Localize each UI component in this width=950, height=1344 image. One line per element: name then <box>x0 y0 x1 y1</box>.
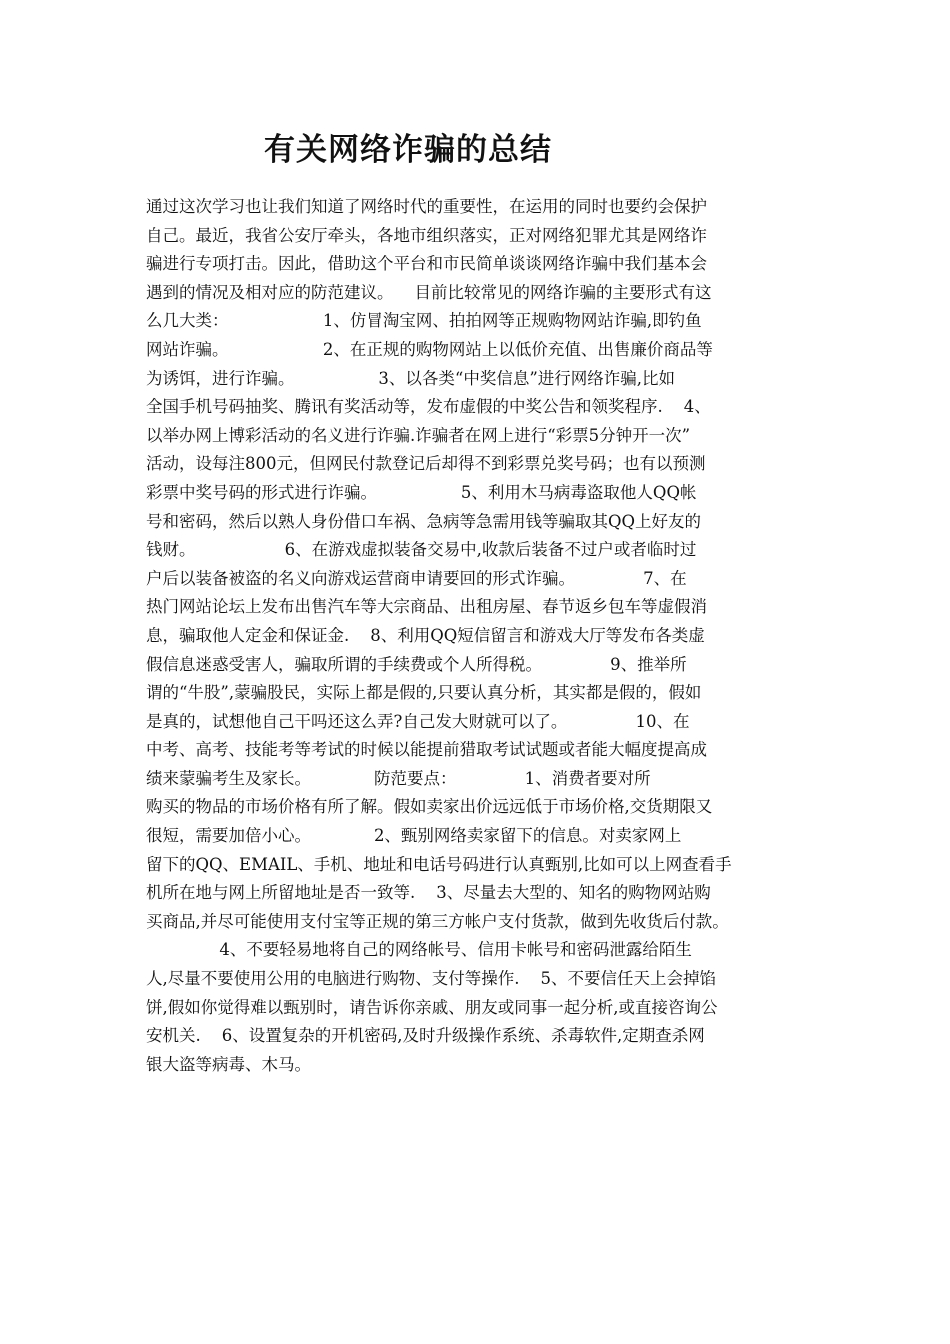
body-line: 安机关. 6、设置复杂的开机密码,及时升级操作系统、杀毒软件,定期查杀网 <box>146 1026 705 1046</box>
body-line: 4、不要轻易地将自己的网络帐号、信用卡帐号和密码泄露给陌生 <box>146 940 692 960</box>
body-line: 骗进行专项打击。因此，借助这个平台和市民简单谈谈网络诈骗中我们基本会 <box>146 254 707 274</box>
body-line: 绩来蒙骗考生及家长。 防范要点： 1、消费者要对所 <box>146 768 651 788</box>
body-line: 为诱饵，进行诈骗。 3、以各类“中奖信息”进行网络诈骗,比如 <box>146 368 676 388</box>
body-line: 银大盗等病毒、木马。 <box>146 1054 311 1074</box>
body-line: 遇到的情况及相对应的防范建议。 目前比较常见的网络诈骗的主要形式有这 <box>146 282 712 302</box>
body-line: 谓的“牛股”,蒙骗股民，实际上都是假的,只要认真分析，其实都是假的，假如 <box>146 683 702 703</box>
body-line: 号和密码，然后以熟人身份借口车祸、急病等急需用钱等骗取其QQ上好友的 <box>146 511 702 531</box>
body-line: 活动，设每注800元，但网民付款登记后却得不到彩票兑奖号码；也有以预测 <box>146 454 706 474</box>
body-line: 很短，需要加倍小心。 2、甄别网络卖家留下的信息。对卖家网上 <box>146 826 682 846</box>
body-line: 网站诈骗。 2、在正规的购物网站上以低价充值、出售廉价商品等 <box>146 339 713 359</box>
body-line: 息，骗取他人定金和保证金. 8、利用QQ短信留言和游戏大厅等发布各类虚 <box>146 625 705 645</box>
body-line: 以举办网上博彩活动的名义进行诈骗.诈骗者在网上进行“彩票5分钟开一次” <box>146 425 691 445</box>
body-line: 热门网站论坛上发布出售汽车等大宗商品、出租房屋、春节返乡包车等虚假消 <box>146 597 707 617</box>
body-line: 全国手机号码抽奖、腾讯有奖活动等，发布虚假的中奖公告和领奖程序. 4、 <box>146 397 711 417</box>
body-line: 人,尽量不要使用公用的电脑进行购物、支付等操作. 5、不要信任天上会掉馅 <box>146 969 716 989</box>
document-title: 有关网络诈骗的总结 <box>264 132 552 168</box>
body-line: 假信息迷惑受害人，骗取所谓的手续费或个人所得税。 9、推举所 <box>146 654 687 674</box>
body-line: 彩票中奖号码的形式进行诈骗。 5、利用木马病毒盗取他人QQ帐 <box>146 482 697 502</box>
body-line: 通过这次学习也让我们知道了网络时代的重要性，在运用的同时也要约会保护 <box>146 197 707 216</box>
body-line: 自己。最近，我省公安厅牵头，各地市组织落实，正对网络犯罪尤其是网络诈 <box>146 225 707 245</box>
body-line: 么几大类： 1、仿冒淘宝网、拍拍网等正规购物网站诈骗,即钓鱼 <box>146 311 702 331</box>
body-line: 是真的，试想他自己干吗还这么弄?自己发大财就可以了。 10、在 <box>146 711 690 731</box>
body-line: 钱财。 6、在游戏虚拟装备交易中,收款后装备不过户或者临时过 <box>146 540 697 560</box>
document-body <box>146 193 826 1079</box>
body-line: 饼,假如你觉得难以甄别时，请告诉你亲戚、朋友或同事一起分析,或直接咨询公 <box>146 997 718 1017</box>
body-line: 户后以装备被盗的名义向游戏运营商申请要回的形式诈骗。 7、在 <box>146 568 687 588</box>
body-line: 买商品,并尽可能使用支付宝等正规的第三方帐户支付货款，做到先收货后付款。 <box>146 911 729 931</box>
body-line: 留下的QQ、EMAIL、手机、地址和电话号码进行认真甄别,比如可以上网查看手 <box>146 854 732 874</box>
body-line: 中考、高考、技能考等考试的时候以能提前猎取考试试题或者能大幅度提高成 <box>146 740 707 760</box>
body-line: 机所在地与网上所留地址是否一致等. 3、尽量去大型的、知名的购物网站购 <box>146 883 711 903</box>
body-line: 购买的物品的市场价格有所了解。假如卖家出价远远低于市场价格,交货期限又 <box>146 797 713 817</box>
